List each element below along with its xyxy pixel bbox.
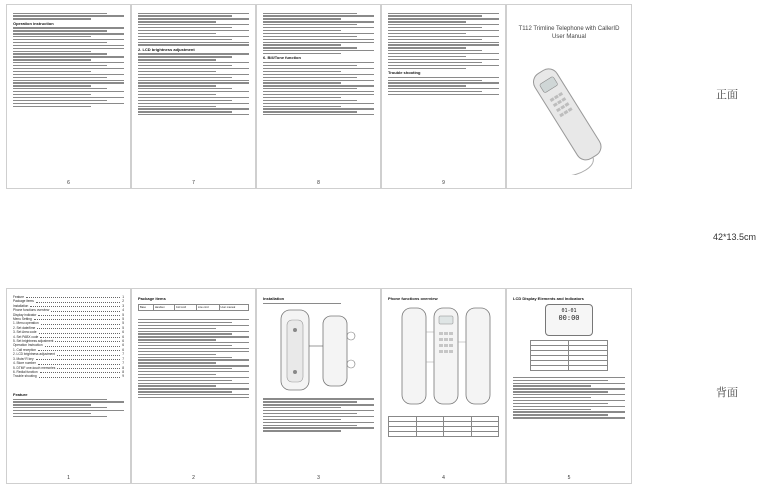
table-of-contents	[13, 295, 124, 379]
package-items-table	[138, 304, 249, 311]
toc-leader	[40, 370, 121, 373]
toc-page: 5	[122, 312, 124, 317]
page-number: 5	[567, 474, 571, 481]
toc-leader	[38, 361, 120, 364]
manual-page-6	[6, 4, 131, 189]
toc-leader	[45, 343, 121, 346]
lcd-display-diagram	[545, 304, 593, 336]
toc-leader	[57, 366, 120, 369]
toc-page: 6	[122, 334, 124, 339]
toc-label: Feature	[13, 295, 24, 299]
phone-product-image	[515, 55, 625, 175]
toc-leader	[36, 357, 121, 360]
phone-overview-diagram	[388, 302, 500, 412]
manual-page-5	[506, 288, 632, 484]
installation-diagram	[263, 306, 375, 396]
front-label: 正面	[716, 88, 738, 101]
toc-page: 6	[122, 343, 124, 348]
lcd-indicator-table	[530, 340, 608, 371]
toc-label: Phone functions overview	[13, 308, 50, 313]
toc-label: 5. DTMF one-touch memories	[13, 365, 56, 370]
section-heading: Operation instruction	[13, 20, 54, 26]
manual-page-4	[381, 288, 506, 484]
toc-label: 2. Set date/time	[13, 325, 36, 330]
package-col-user-manual: User manual	[219, 305, 248, 311]
page-number: 4	[442, 474, 445, 481]
toc-page: 4	[122, 308, 124, 313]
toc-label: 3. Set Area code	[13, 330, 37, 335]
page-number: 2	[192, 474, 195, 481]
toc-leader	[51, 308, 120, 311]
toc-leader	[38, 348, 120, 351]
toc-leader	[30, 304, 120, 307]
toc-label: 1. Menu operation	[13, 321, 39, 326]
toc-leader	[36, 299, 120, 302]
toc-page: 2	[122, 299, 124, 304]
toc-label: 1. Call reception	[13, 347, 37, 352]
manual-page-9	[381, 4, 506, 189]
toc-leader	[41, 321, 121, 324]
section-heading: LCD Display Elements and Indicators	[513, 296, 584, 301]
package-col-handset: Handset	[153, 305, 174, 311]
toc-page: 6	[122, 347, 124, 352]
page-number: 7	[192, 179, 195, 186]
manual-page-3	[256, 288, 381, 484]
manual-page-1	[6, 288, 131, 484]
toc-page: 7	[122, 356, 124, 361]
toc-page: 8	[122, 369, 124, 374]
dimensions-label: 42*13.5cm	[713, 232, 757, 242]
toc-page: 7	[122, 352, 124, 357]
toc-label: Operation Instruction	[13, 343, 43, 348]
package-col-coil-cord: Coil cord	[174, 305, 196, 311]
toc-leader	[26, 295, 120, 298]
toc-leader	[55, 339, 120, 342]
toc-label: 4. Set PABX code	[13, 334, 39, 339]
section-heading: 6. Bill/Tone function	[263, 55, 301, 61]
section-heading: Package items	[138, 296, 166, 301]
toc-page: 6	[122, 330, 124, 335]
package-col-base: Base	[139, 305, 154, 311]
toc-leader	[39, 330, 121, 333]
cover-title	[513, 25, 625, 41]
manual-page-8	[256, 4, 381, 189]
page-number: 8	[317, 179, 320, 186]
page-number: 3	[317, 474, 320, 481]
section-heading: Installation	[263, 296, 285, 301]
page-number: 6	[67, 179, 70, 186]
section-heading: Trouble shooting	[388, 69, 421, 75]
lcd-date: 01-01	[561, 308, 577, 315]
toc-page: 5	[122, 321, 124, 326]
toc-label: 6. Redial function	[13, 369, 38, 374]
toc-page: 3	[122, 303, 124, 308]
cover-title-line2: User Manual	[551, 34, 586, 40]
toc-leader	[39, 374, 121, 377]
toc-page: 9	[122, 374, 124, 379]
toc-page: 8	[122, 365, 124, 370]
toc-label: Package items	[13, 299, 34, 304]
manual-cover-page	[506, 4, 632, 189]
toc-leader	[57, 352, 120, 355]
manual-page-2	[131, 288, 256, 484]
toc-leader	[40, 335, 120, 338]
toc-page: 5	[122, 325, 124, 330]
functions-legend-table	[388, 416, 499, 437]
cover-title-line1: T112 Trimline Telephone with CallerID	[518, 26, 620, 32]
toc-leader	[37, 326, 120, 329]
section-heading: Feature	[13, 391, 28, 397]
toc-page: 7	[122, 361, 124, 366]
toc-leader	[38, 313, 120, 316]
toc-label: Display indicator	[13, 312, 37, 317]
toc-label: Trouble shooting	[13, 374, 37, 379]
toc-label: Menu Setting	[13, 317, 32, 322]
page-number: 1	[67, 474, 70, 481]
section-heading: Phone functions overview	[388, 296, 438, 301]
toc-page: 6	[122, 339, 124, 344]
page-number: 9	[442, 179, 445, 186]
manual-page-7	[131, 4, 256, 189]
lcd-time: 00:00	[558, 314, 580, 323]
toc-page: 5	[122, 317, 124, 322]
toc-label: 5. Set brightness adjustment	[13, 339, 54, 344]
toc-label: 2. LCD brightness adjustment	[13, 352, 55, 357]
toc-row	[13, 374, 124, 378]
toc-leader	[34, 317, 120, 320]
section-heading: 2. LCD brightness adjustment	[138, 46, 195, 52]
toc-page: 1	[122, 295, 124, 299]
toc-label: 4. Store number	[13, 361, 36, 366]
toc-label: Installation	[13, 303, 29, 308]
back-label: 背面	[716, 386, 738, 399]
package-col-line-cord: Line cord	[196, 305, 219, 311]
toc-label: 3. Mute/ R key	[13, 356, 34, 361]
